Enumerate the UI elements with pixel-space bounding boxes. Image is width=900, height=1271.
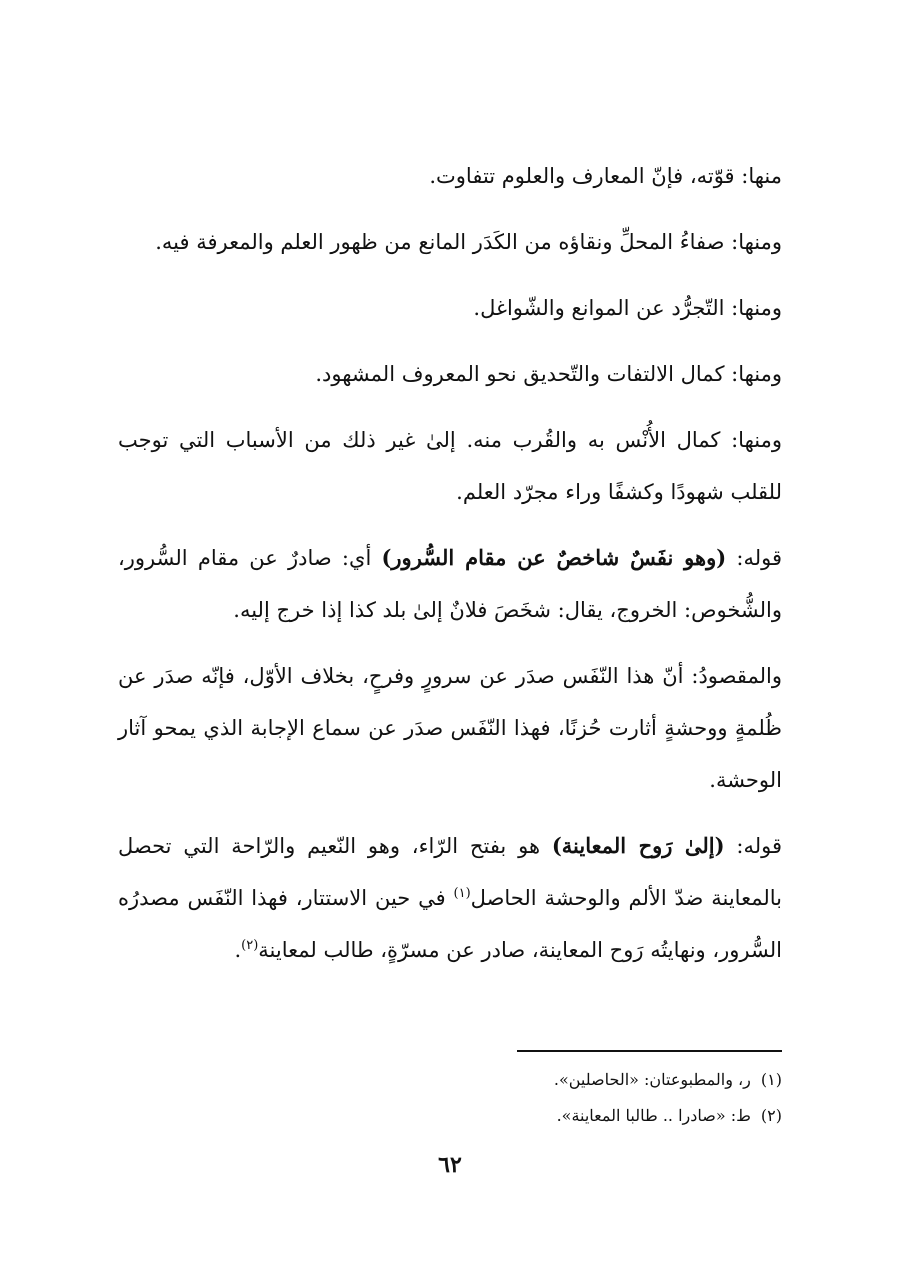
footnote-text: ط: «صادرا .. طالبا المعاينة».: [556, 1106, 751, 1125]
footnote-ref-1: (١): [453, 886, 471, 901]
footnote-divider: [517, 1050, 782, 1052]
paragraph-shakhis: [118, 532, 782, 636]
paragraph: منها: قوّته، فإنّ المعارف والعلوم تتفاوت.: [429, 164, 782, 188]
commentary-end: .: [234, 938, 242, 962]
footnotes: [118, 1062, 782, 1134]
footnote-text: ر، والمطبوعتان: «الحاصلين».: [553, 1070, 751, 1089]
main-text: [118, 150, 782, 990]
paragraph: ومنها: التّجرُّد عن الموانع والشّواغل.: [473, 296, 782, 320]
quoted-phrase: (إلىٰ رَوح المعاينة): [551, 833, 725, 858]
paragraph-maqsud: والمقصودُ: أنّ هذا النّفَس صدَر عن سرورٍ وفرحٍ، بخلاف الأوّل، فإنّه صدَر عن ظُلمةٍ ووحشةٍ أثارت حُزنًا، فهذا النّفَس صدَر عن سماع الإجابة الذي يمحو آثار الوحشة.: [118, 664, 782, 792]
footnote-2: [118, 1098, 782, 1134]
paragraph: ومنها: صفاءُ المحلِّ ونقاؤه من الكَدَر المانع من ظهور العلم والمعرفة فيه.: [155, 230, 782, 254]
commentary-text: أي: صادرٌ عن مقام السُّرور، والشُّخوص: الخروج، يقال: شخَصَ فلانٌ إلىٰ بلد كذا إذا خرج إليه.: [118, 546, 782, 622]
footnote-ref-2: (٢): [241, 938, 259, 953]
quote-lead: قوله:: [726, 546, 782, 570]
quote-lead: قوله:: [724, 834, 782, 858]
quoted-phrase: (وهو نفَسٌ شاخصٌ عن مقام السُّرور): [381, 545, 727, 570]
footnote-number: (٢): [760, 1106, 782, 1125]
paragraph: ومنها: كمال الالتفات والتّحديق نحو المعروف المشهود.: [315, 362, 782, 386]
paragraph: ومنها: كمال الأُنْس به والقُرب منه. إلىٰ غير ذلك من الأسباب التي توجب للقلب شهودًا وكشفًا وراء مجرّد العلم.: [118, 428, 782, 504]
paragraph-muayana: [118, 820, 782, 976]
page-number: ٦٢: [438, 1152, 462, 1178]
commentary-text: هو بفتح الرّاء، وهو النّعيم والرّاحة التي تحصل بالمعاينة ضدّ الألم والوحشة الحاصل: [118, 834, 782, 910]
commentary-text: في حين الاستتار، فهذا النّفَس مصدرُه السُّرور، ونهايتُه رَوح المعاينة، صادر عن مسرّةٍ، طالب لمعاينة: [118, 886, 782, 962]
footnote-number: (١): [760, 1070, 782, 1089]
footnote-1: [118, 1062, 782, 1098]
